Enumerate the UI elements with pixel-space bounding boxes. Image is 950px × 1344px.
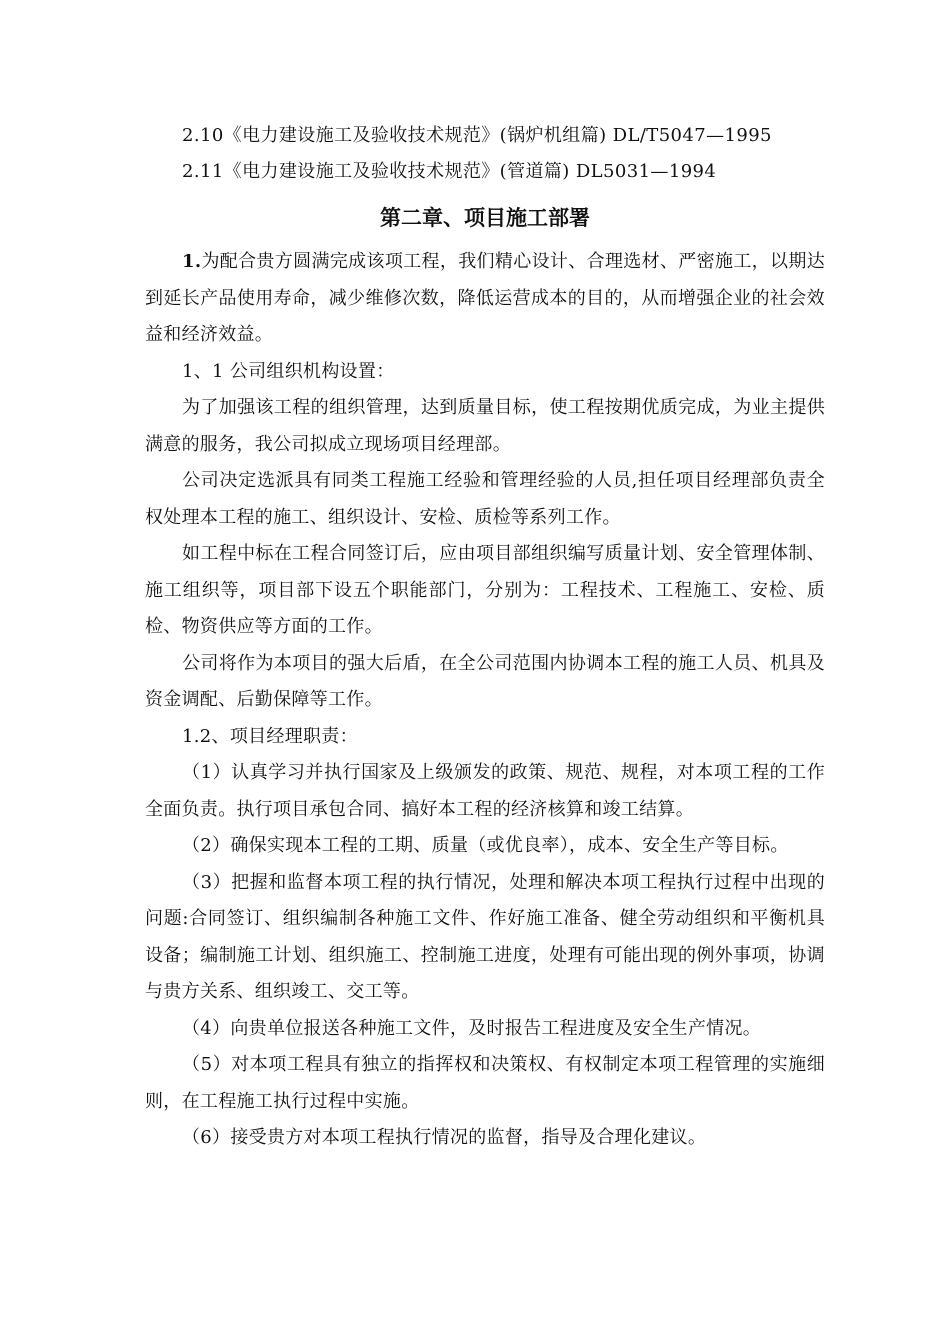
section-1-1-paragraph-2: 公司决定选派具有同类工程施工经验和管理经验的人员,担任项目经理部负责全权处理本工程的施工、组织设计、安检、质检等系列工作。 <box>145 470 825 528</box>
intro-number: 1. <box>182 251 202 272</box>
duty-item-4: （4）向贵单位报送各种施工文件，及时报告工程进度及安全生产情况。 <box>182 1017 762 1039</box>
reference-2-11: 2.11《电力建设施工及验收技术规范》(管道篇) DL5031—1994 <box>182 161 717 182</box>
duty-item-6: （6）接受贵方对本项工程执行情况的监督，指导及合理化建议。 <box>182 1127 707 1148</box>
section-1-1-paragraph-3: 如工程中标在工程合同签订后，应由项目部组织编写质量计划、安全管理体制、施工组织等，项目部下设五个职能部门，分别为：工程技术、工程施工、安检、质检、物资供应等方面的工作。 <box>145 543 825 637</box>
intro-text: 为配合贵方圆满完成该项工程，我们精心设计、合理选材、严密施工，以期达到延长产品使用寿命，减少维修次数，降低运营成本的目的，从而增强企业的社会效益和经济效益。 <box>145 251 825 345</box>
document-page <box>145 118 825 1157</box>
duty-item-3: （3）把握和监督本项工程的执行情况，处理和解决本项工程执行过程中出现的问题:合同签订、组织编制各种施工文件、作好施工准备、健全劳动组织和平衡机具设备；编制施工计划、组织施工、控制施工进度，处理有可能出现的例外事项，协调与贵方关系、组织竣工、交工等。 <box>145 871 825 1002</box>
section-1-2-heading: 1.2、项目经理职责： <box>182 725 358 747</box>
section-1-1-paragraph-4: 公司将作为本项目的强大后盾，在全公司范围内协调本工程的施工人员、机具及资金调配、后勤保障等工作。 <box>145 652 825 710</box>
intro-paragraph <box>145 244 825 354</box>
duty-item-2: （2）确保实现本工程的工期、质量（或优良率），成本、安全生产等目标。 <box>182 835 789 856</box>
duty-item-1: （1）认真学习并执行国家及上级颁发的政策、规范、规程，对本项工程的工作全面负责。执行项目承包合同、搞好本工程的经济核算和竣工结算。 <box>145 762 825 820</box>
reference-2-10: 2.10《电力建设施工及验收技术规范》(锅炉机组篇) DL/T5047—1995 <box>182 125 772 146</box>
section-1-1-paragraph-1: 为了加强该工程的组织管理，达到质量目标，使工程按期优质完成，为业主提供满意的服务，我公司拟成立现场项目经理部。 <box>145 397 825 455</box>
section-1-1-heading: 1、1 公司组织机构设置： <box>182 360 395 382</box>
chapter-title: 第二章、项目施工部署 <box>380 206 590 230</box>
duty-item-5: （5）对本项工程具有独立的指挥权和决策权、有权制定本项工程管理的实施细则，在工程施工执行过程中实施。 <box>145 1054 825 1112</box>
